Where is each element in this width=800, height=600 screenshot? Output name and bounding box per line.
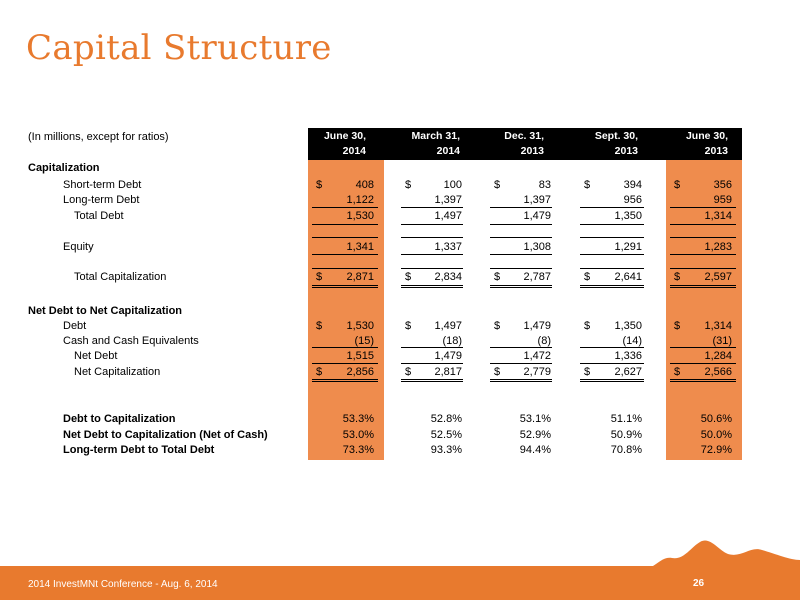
cell-value: 394 — [623, 179, 642, 191]
total-double-rule — [580, 285, 644, 288]
row-label: Total Debt — [74, 210, 124, 222]
row-label: Long-term Debt to Total Debt — [63, 444, 215, 456]
subtotal-rule — [312, 363, 378, 364]
cell-value: 50.6% — [700, 413, 732, 425]
table-cell — [405, 320, 462, 334]
table-cell — [494, 194, 551, 208]
cell-value: 50.9% — [610, 429, 642, 441]
column-header: June 30, 2014 — [323, 130, 366, 157]
total-double-rule — [401, 379, 463, 382]
column-header: Dec. 31, 2013 — [504, 130, 544, 157]
cell-value: 1,479 — [523, 320, 551, 332]
cell-value: (15) — [354, 335, 374, 347]
cell-value: 73.3% — [342, 444, 374, 456]
total-double-rule — [670, 285, 736, 288]
table-cell — [405, 350, 462, 364]
cell-value: 2,787 — [523, 271, 551, 283]
subtotal-rule — [490, 224, 552, 225]
currency-symbol: $ — [584, 320, 591, 332]
cell-value: 1,530 — [346, 320, 374, 332]
cell-value: 1,314 — [704, 320, 732, 332]
total-double-rule — [490, 285, 552, 288]
cell-value: 2,597 — [704, 271, 732, 283]
table-cell — [584, 271, 642, 285]
subtotal-rule — [580, 224, 644, 225]
currency-symbol: $ — [494, 366, 501, 378]
table-cell — [494, 444, 551, 458]
cell-value: 956 — [623, 194, 642, 206]
subtotal-rule — [312, 254, 378, 255]
cell-value: 2,834 — [434, 271, 462, 283]
subtotal-rule — [670, 347, 736, 348]
table-cell — [674, 194, 732, 208]
table-cell — [584, 241, 642, 255]
column-header: June 30, 2013 — [685, 130, 728, 157]
subtotal-rule — [670, 363, 736, 364]
cell-value: 1,283 — [704, 241, 732, 253]
cell-value: 53.0% — [342, 429, 374, 441]
cell-value: 1,350 — [614, 210, 642, 222]
table-cell — [494, 350, 551, 364]
table-cell — [405, 366, 462, 380]
row-label: Cash and Cash Equivalents — [63, 335, 199, 347]
cell-value: 1,284 — [704, 350, 732, 362]
cell-value: 1,314 — [704, 210, 732, 222]
row-label: Debt to Capitalization — [63, 413, 176, 425]
subtotal-rule — [401, 268, 463, 269]
cell-value: 100 — [443, 179, 462, 191]
cell-value: (14) — [622, 335, 642, 347]
subtotal-rule — [401, 224, 463, 225]
table-cell — [494, 413, 551, 427]
total-double-rule — [670, 379, 736, 382]
subtotal-rule — [490, 347, 552, 348]
cell-value: 83 — [538, 179, 551, 191]
cell-value: 2,627 — [614, 366, 642, 378]
currency-symbol: $ — [405, 320, 412, 332]
subtotal-rule — [670, 224, 736, 225]
subtotal-rule — [490, 237, 552, 238]
total-double-rule — [312, 379, 378, 382]
table-cell — [405, 241, 462, 255]
cell-value: 94.4% — [519, 444, 551, 456]
currency-symbol: $ — [405, 179, 412, 191]
table-cell — [316, 194, 374, 208]
cell-value: 959 — [713, 194, 732, 206]
table-cell — [674, 241, 732, 255]
table-cell — [316, 241, 374, 255]
cell-value: 52.8% — [430, 413, 462, 425]
table-cell — [674, 444, 732, 458]
table-cell — [316, 429, 374, 443]
table-cell — [494, 366, 551, 380]
cell-value: 2,566 — [704, 366, 732, 378]
table-cell — [674, 366, 732, 380]
table-cell — [584, 194, 642, 208]
table-cell — [316, 320, 374, 334]
row-label: Net Capitalization — [74, 366, 161, 378]
table-cell — [674, 271, 732, 285]
table-cell — [316, 179, 374, 193]
row-label: Equity — [63, 241, 94, 253]
slide-title: Capital Structure — [26, 28, 332, 68]
cell-value: 53.1% — [519, 413, 551, 425]
currency-symbol: $ — [674, 179, 681, 191]
currency-symbol: $ — [316, 366, 323, 378]
subtotal-rule — [401, 254, 463, 255]
cell-value: 1,337 — [434, 241, 462, 253]
table-cell — [584, 413, 642, 427]
currency-symbol: $ — [316, 271, 323, 283]
table-cell — [494, 179, 551, 193]
subtotal-rule — [670, 268, 736, 269]
cell-value: 1,479 — [523, 210, 551, 222]
currency-symbol: $ — [405, 366, 412, 378]
table-cell — [494, 241, 551, 255]
cell-value: 1,350 — [614, 320, 642, 332]
cell-value: 1,472 — [523, 350, 551, 362]
cell-value: 53.3% — [342, 413, 374, 425]
cell-value: 408 — [355, 179, 374, 191]
subtotal-rule — [401, 237, 463, 238]
currency-symbol: $ — [405, 271, 412, 283]
cell-value: (8) — [537, 335, 551, 347]
row-label: Long-term Debt — [63, 194, 140, 206]
subtotal-rule — [580, 237, 644, 238]
table-cell — [405, 444, 462, 458]
row-label: Net Debt to Capitalization (Net of Cash) — [63, 429, 268, 441]
subtotal-rule — [312, 224, 378, 225]
page-number: 26 — [693, 578, 705, 589]
footer-text: 2014 InvestMNt Conference - Aug. 6, 2014 — [28, 579, 218, 590]
currency-symbol: $ — [494, 271, 501, 283]
subtotal-rule — [580, 363, 644, 364]
subtotal-rule — [312, 237, 378, 238]
table-cell — [674, 413, 732, 427]
cell-value: 1,397 — [434, 194, 462, 206]
currency-symbol: $ — [316, 320, 323, 332]
table-cell — [584, 210, 642, 224]
cell-value: 2,871 — [346, 271, 374, 283]
table-cell — [316, 271, 374, 285]
total-double-rule — [312, 285, 378, 288]
cell-value: 1,397 — [523, 194, 551, 206]
subtotal-rule — [401, 363, 463, 364]
cell-value: 1,336 — [614, 350, 642, 362]
subtotal-rule — [401, 347, 463, 348]
cell-value: 1,308 — [523, 241, 551, 253]
cell-value: 1,291 — [614, 241, 642, 253]
subtotal-rule — [490, 207, 552, 208]
table-cell — [494, 429, 551, 443]
table-cell — [674, 320, 732, 334]
cell-value: 2,779 — [523, 366, 551, 378]
row-label: Total Capitalization — [74, 271, 167, 283]
subtotal-rule — [670, 207, 736, 208]
table-cell — [316, 444, 374, 458]
subtotal-rule — [580, 268, 644, 269]
currency-symbol: $ — [674, 271, 681, 283]
subtotal-rule — [490, 363, 552, 364]
table-cell — [316, 366, 374, 380]
table-cell — [494, 210, 551, 224]
table-cell — [674, 429, 732, 443]
table-cell — [405, 413, 462, 427]
cell-value: 356 — [713, 179, 732, 191]
currency-symbol: $ — [316, 179, 323, 191]
cell-value: 1,497 — [434, 320, 462, 332]
cell-value: 1,479 — [434, 350, 462, 362]
table-cell — [316, 413, 374, 427]
cell-value: 1,515 — [346, 350, 374, 362]
table-cell — [494, 271, 551, 285]
total-double-rule — [580, 379, 644, 382]
table-cell — [316, 350, 374, 364]
subtotal-rule — [312, 268, 378, 269]
table-cell — [674, 210, 732, 224]
cell-value: 52.5% — [430, 429, 462, 441]
cell-value: 1,341 — [346, 241, 374, 253]
currency-symbol: $ — [584, 366, 591, 378]
table-cell — [584, 366, 642, 380]
column-header: March 31, 2014 — [411, 130, 460, 157]
table-cell — [405, 194, 462, 208]
table-cell — [584, 429, 642, 443]
table-cell — [316, 210, 374, 224]
table-cell — [494, 320, 551, 334]
table-cell — [584, 350, 642, 364]
row-label: Short-term Debt — [63, 179, 142, 191]
subtotal-rule — [312, 347, 378, 348]
table-cell — [584, 444, 642, 458]
cell-value: 52.9% — [519, 429, 551, 441]
table-cell — [674, 179, 732, 193]
cell-value: (31) — [712, 335, 732, 347]
subtotal-rule — [312, 207, 378, 208]
currency-symbol: $ — [494, 320, 501, 332]
currency-symbol: $ — [584, 271, 591, 283]
footer-wave-shape — [0, 536, 800, 570]
subtotal-rule — [670, 237, 736, 238]
currency-symbol: $ — [494, 179, 501, 191]
cell-value: 93.3% — [430, 444, 462, 456]
currency-symbol: $ — [584, 179, 591, 191]
table-cell — [674, 350, 732, 364]
subtotal-rule — [670, 254, 736, 255]
table-cell — [405, 210, 462, 224]
cell-value: 1,497 — [434, 210, 462, 222]
cell-value: 1,122 — [346, 194, 374, 206]
section-net-debt: Net Debt to Net Capitalization — [28, 305, 183, 317]
cell-value: (18) — [442, 335, 462, 347]
cell-value: 51.1% — [610, 413, 642, 425]
table-cell — [405, 429, 462, 443]
units-note: (In millions, except for ratios) — [28, 131, 169, 143]
total-double-rule — [490, 379, 552, 382]
table-cell — [405, 179, 462, 193]
subtotal-rule — [401, 207, 463, 208]
cell-value: 50.0% — [700, 429, 732, 441]
row-label: Debt — [63, 320, 87, 332]
subtotal-rule — [580, 347, 644, 348]
cell-value: 1,530 — [346, 210, 374, 222]
subtotal-rule — [580, 207, 644, 208]
cell-value: 2,641 — [614, 271, 642, 283]
currency-symbol: $ — [674, 366, 681, 378]
cell-value: 72.9% — [700, 444, 732, 456]
table-cell — [405, 271, 462, 285]
cell-value: 2,856 — [346, 366, 374, 378]
cell-value: 2,817 — [434, 366, 462, 378]
table-cell — [584, 320, 642, 334]
subtotal-rule — [490, 268, 552, 269]
section-capitalization: Capitalization — [28, 162, 100, 174]
cell-value: 70.8% — [610, 444, 642, 456]
column-header: Sept. 30, 2013 — [594, 130, 638, 157]
table-cell — [584, 179, 642, 193]
subtotal-rule — [490, 254, 552, 255]
currency-symbol: $ — [674, 320, 681, 332]
subtotal-rule — [580, 254, 644, 255]
row-label: Net Debt — [74, 350, 118, 362]
total-double-rule — [401, 285, 463, 288]
